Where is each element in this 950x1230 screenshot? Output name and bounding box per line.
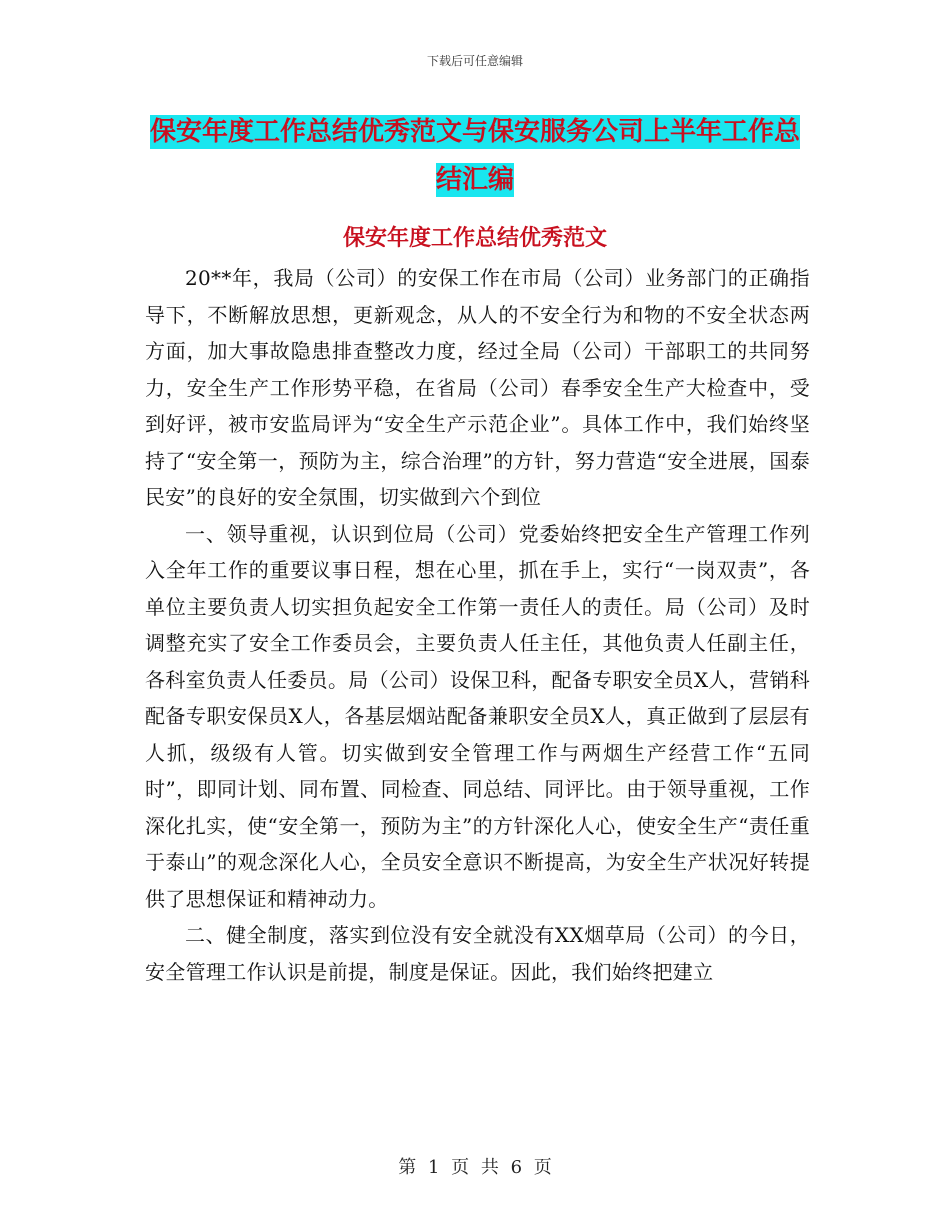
page-number-footer: 第 1 页 共 6 页 (398, 1157, 552, 1178)
document-body (145, 260, 810, 990)
paragraph: 20**年，我局（公司）的安保工作在市局（公司）业务部门的正确指导下，不断解放思想，更新观念，从人的不安全行为和物的不安全状态两方面，加大事故隐患排查整改力度，经过全局（公司）干部职工的共同努力，安全生产工作形势平稳，在省局（公司）春季安全生产大检查中，受到好评，被市安监局评为“安全生产示范企业”。具体工作中，我们始终坚持了“安全第一，预防为主，综合治理”的方针，努力营造“安全进展，国泰民安”的良好的安全氛围，切实做到六个到位 (145, 266, 810, 509)
header-note: 下载后可任意编辑 (426, 54, 523, 68)
paragraph: 一、领导重视，认识到位局（公司）党委始终把安全生产管理工作列入全年工作的重要议事日程，想在心里，抓在手上，实行“一岗双责”，各单位主要负责人切实担负起安全工作第一责任人的责任。局（公司）及时调整充实了安全工作委员会，主要负责人任主任，其他负责人任副主任，各科室负责人任委员。局（公司）设保卫科，配备专职安全员X人，营销科配备专职安保员X人，各基层烟站配备兼职安全员X人，真正做到了层层有人抓，级级有人管。切实做到安全管理工作与两烟生产经营工作“五同时”，即同计划、同布置、同检查、同总结、同评比。由于领导重视，工作深化扎实，使“安全第一，预防为主”的方针深化人心，使安全生产“责任重于泰山”的观念深化人心，全员安全意识不断提高，为安全生产状况好转提供了思想保证和精神动力。 (145, 521, 810, 911)
document-title (145, 108, 805, 204)
section-heading: 保安年度工作总结优秀范文 (342, 225, 607, 251)
paragraph: 二、健全制度，落实到位没有安全就没有XX烟草局（公司）的今日，安全管理工作认识是前提，制度是保证。因此，我们始终把建立 (145, 923, 810, 984)
document-title-text: 保安年度工作总结优秀范文与保安服务公司上半年工作总结汇编 (149, 117, 800, 195)
